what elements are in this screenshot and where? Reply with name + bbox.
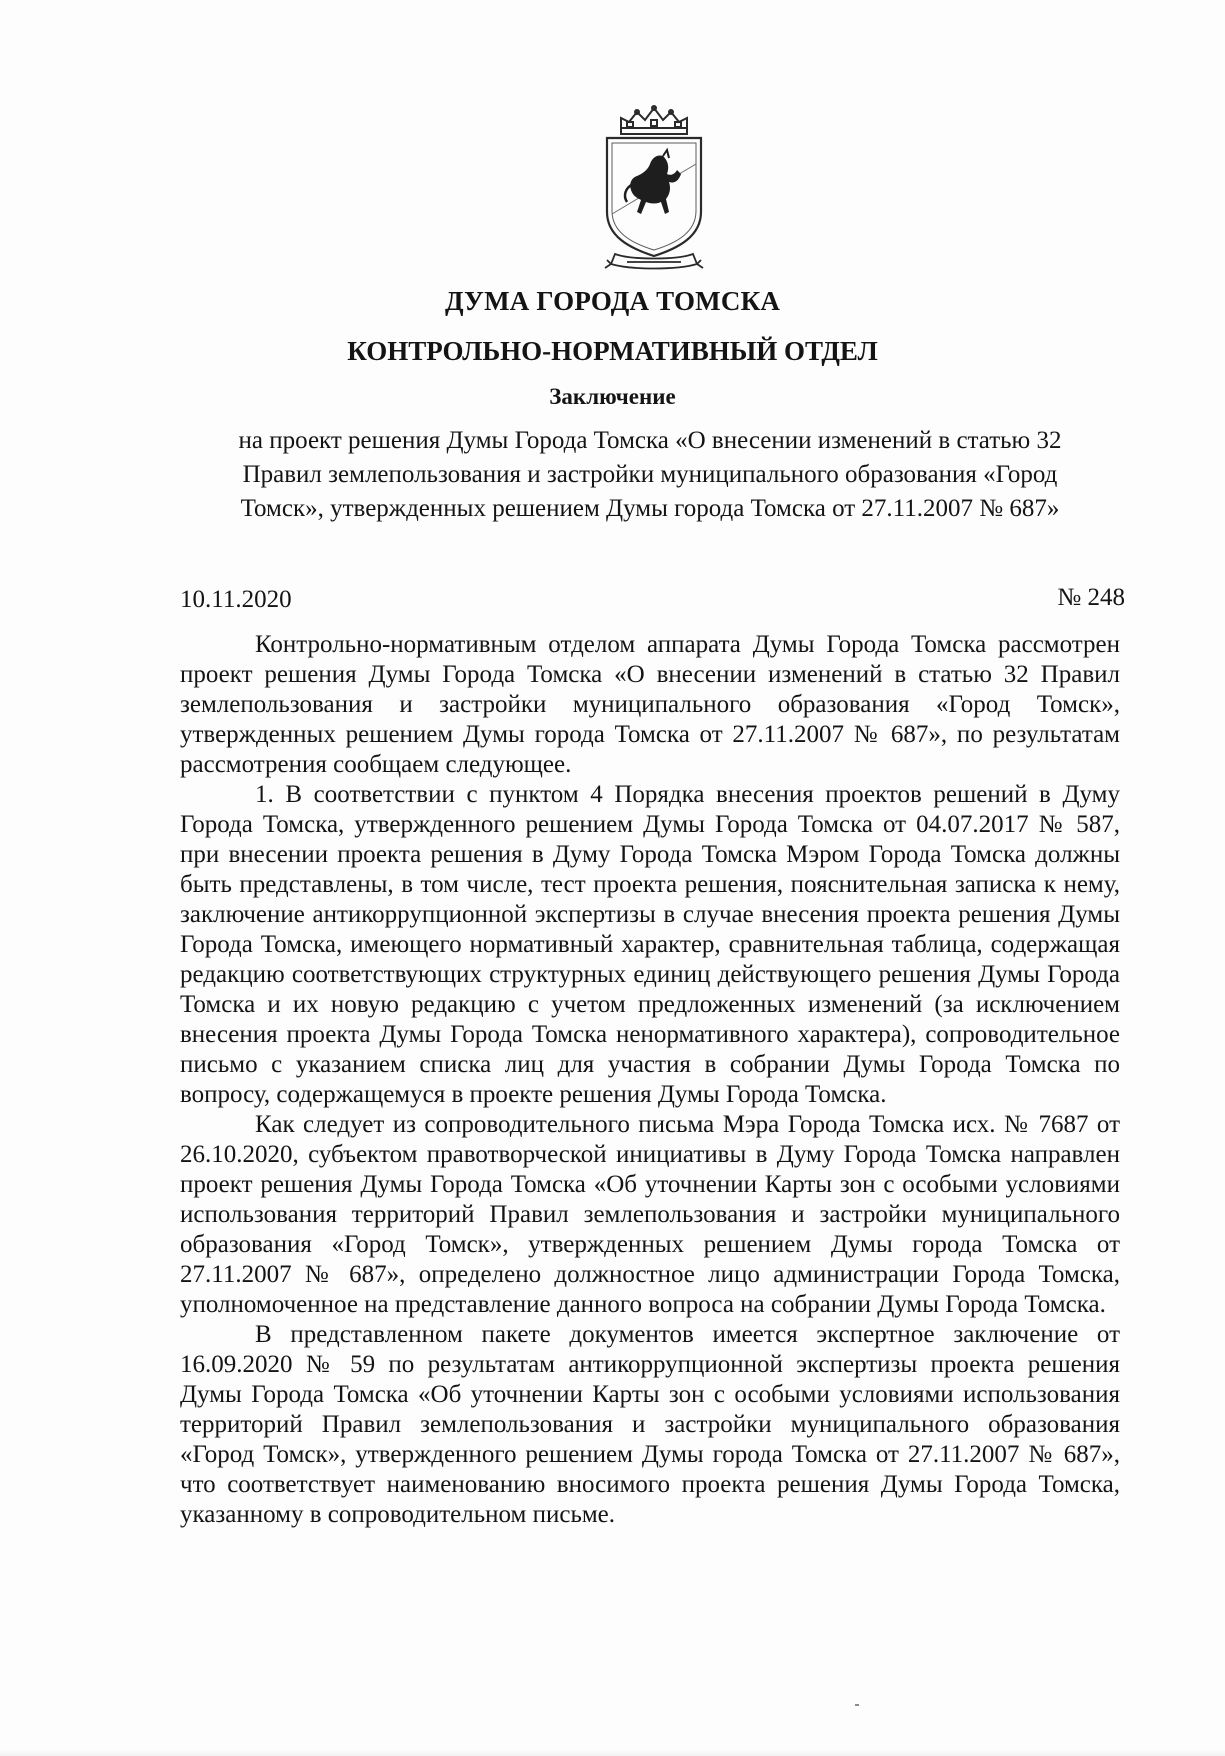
- document-body: [180, 630, 1120, 1530]
- document-number: № 248: [1057, 584, 1125, 611]
- coat-of-arms-icon: [597, 104, 711, 274]
- subject-line: Томск», утвержденных решением Думы города Томска от 27.11.2007 № 687»: [240, 495, 1060, 522]
- subject-line: Правил землепользования и застройки муниципального образования «Город: [242, 461, 1058, 488]
- department-name: КОНТРОЛЬНО-НОРМАТИВНЫЙ ОТДЕЛ: [347, 336, 878, 366]
- document-subject: [180, 424, 1120, 526]
- body-paragraph: Контрольно-нормативным отделом аппарата Думы Города Томска рассмотрен проект решения Думы Города Томска «О внесении изменений в статью 32 Правил землепользования и застройки муниципального образования «Город Томск», утвержденных решением Думы города Томска от 27.11.2007 № 687», по результатам рассмотрения сообщаем следующее.: [180, 631, 1120, 778]
- organization-name: ДУМА ГОРОДА ТОМСКА: [444, 286, 781, 316]
- body-paragraph: В представленном пакете документов имеется экспертное заключение от 16.09.2020 № 59 по результатам антикоррупционной экспертизы проекта решения Думы Города Томска «Об уточнении Карты зон с особыми условиями использования территорий Правил землепользования и застройки муниципального образования «Город Томск», утвержденного решением Думы города Томска от 27.11.2007 № 687», что соответствует наименованию вносимого проекта решения Думы Города Томска, указанному в сопроводительном письме.: [180, 1321, 1120, 1528]
- scan-speck: [855, 1704, 859, 1706]
- document-type: Заключение: [549, 384, 676, 409]
- subject-line: на проект решения Думы Города Томска «О внесении изменений в статью 32: [238, 427, 1062, 454]
- page-bottom-edge: [0, 1748, 1225, 1756]
- body-paragraph: 1. В соответствии с пунктом 4 Порядка внесения проектов решений в Думу Города Томска, утвержденного решением Думы Города Томска от 04.07.2017 № 587, при внесении проекта решения в Думу Города Томска Мэром Города Томска должны быть представлены, в том числе, тест проекта решения, пояснительная записка к нему, заключение антикоррупционной экспертизы в случае внесения проекта решения Думы Города Томска, имеющего нормативный характер, сравнительная таблица, содержащая редакцию соответствующих структурных единиц действующего решения Думы Города Томска и их новую редакцию с учетом предложенных изменений (за исключением внесения проекта Думы Города Томска ненормативного характера), сопроводительное письмо с указанием списка лиц для участия в собрании Думы Города Томска по вопросу, содержащемуся в проекте решения Думы Города Томска.: [180, 781, 1120, 1108]
- document-date: 10.11.2020: [180, 586, 292, 613]
- body-paragraph: Как следует из сопроводительного письма Мэра Города Томска исх. № 7687 от 26.10.2020, субъектом правотворческой инициативы в Думу Города Томска направлен проект решения Думы Города Томска «Об уточнении Карты зон с особыми условиями использования территорий Правил землепользования и застройки муниципального образования «Город Томск», утвержденных решением Думы города Томска от 27.11.2007 № 687», определено должностное лицо администрации Города Томска, уполномоченное на представление данного вопроса на собрании Думы Города Томска.: [180, 1111, 1120, 1318]
